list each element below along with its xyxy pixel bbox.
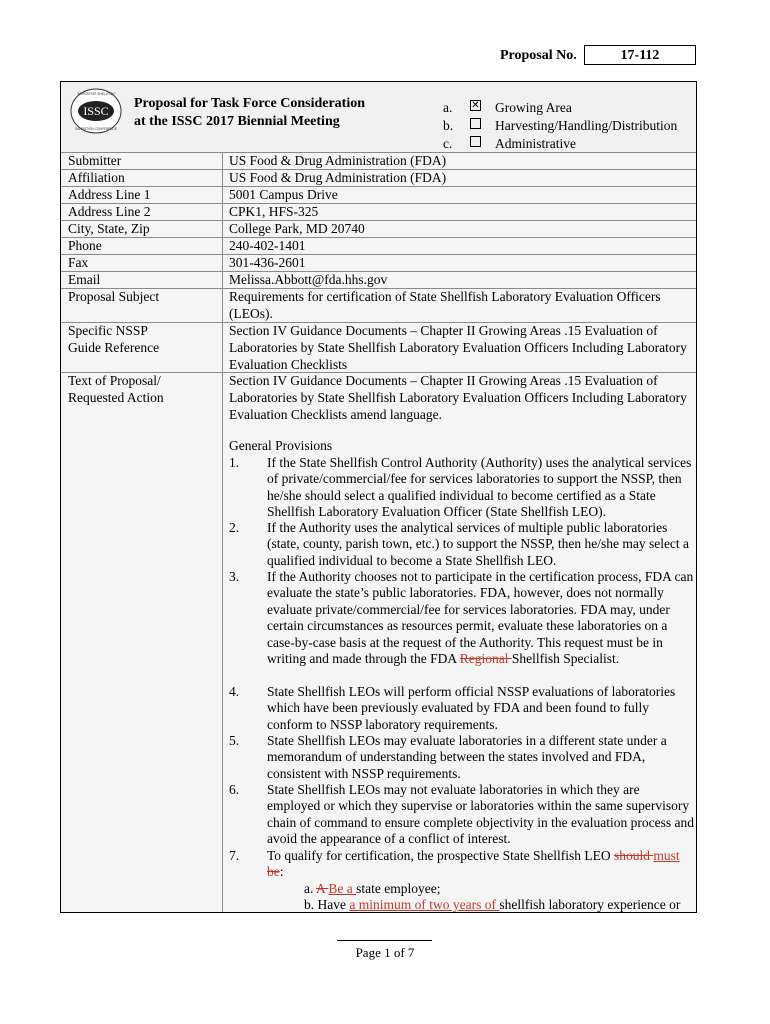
column-divider [222, 152, 223, 912]
list-item: If the State Shellfish Control Authority (Authority) uses the analytical services of private/commercial/fee for services laboratories to support the NSSP, then he/she should select a qualified individual to become certified as a State Shellfish Laboratory Evaluation Officer (State Shellfish LEO). [267, 455, 692, 520]
address2-value: CPK1, HFS-325 [229, 204, 319, 219]
email-value: Melissa.Abbott@fda.hhs.gov [229, 272, 388, 287]
general-provisions-heading: General Provisions [229, 438, 333, 453]
list-item: If the Authority chooses not to participate in the certification process, FDA can evaluate the state’s public laboratories. FDA, however, does not normally evaluate private/commercial/fee for services laboratories. FDA may, under certain circumstances as resources permit, evaluate these laboratories on a case-by-case basis at the request of the Authority. This request must be in writing and made through the FDA Regional Shellfish Specialist. [267, 569, 694, 667]
inserted-text: a minimum of two years of [349, 897, 500, 912]
text-value: Section IV Guidance Documents – Chapter II Growing Areas .15 Evaluation of Laboratories by State Shellfish Laboratory Evaluation Officers Including Laboratory Evaluation Checklists amend language. [229, 373, 687, 422]
svg-text:INTERSTATE SHELLFISH: INTERSTATE SHELLFISH [77, 92, 115, 96]
deleted-text: should [613, 848, 654, 863]
proposal-number-value: 17-112 [584, 45, 696, 65]
footer-rule [337, 940, 432, 941]
sub-item-a: a. A Be a state employee; [304, 881, 441, 896]
deleted-text: Regional [459, 651, 512, 667]
list-item-number: 3. [229, 569, 240, 584]
list-item-number: 1. [229, 455, 240, 470]
list-item: State Shellfish LEOs may evaluate laboratories in a different state under a memorandum of understanding between the states involved and FDA, consistent with NSSP requirements. [267, 733, 667, 781]
issc-logo [70, 88, 122, 134]
deleted-text: A [316, 881, 329, 896]
email-label: Email [68, 272, 101, 287]
page-number: Page 1 of 7 [355, 945, 415, 960]
affiliation-label: Affiliation [68, 170, 125, 185]
inserted-text: Be a [328, 881, 357, 896]
city-value: College Park, MD 20740 [229, 221, 365, 236]
proposal-number-label: Proposal No. [500, 48, 577, 63]
phone-label: Phone [68, 238, 102, 253]
list-item: State Shellfish LEOs will perform official NSSP evaluations of laboratories which have been previously evaluated by FDA and been found to fully conform to NSSP laboratory requirements. [267, 684, 676, 732]
deleted-text: be [267, 864, 280, 880]
list-item: If the Authority uses the analytical services of multiple public laboratories (state, county, parish town, etc.) to support the NSSP, then he/she may select a qualified individual to become a State Shellfish LEO. [267, 520, 690, 568]
sub-item-b: b. Have a minimum of two years of shellfish laboratory experience or [304, 897, 681, 912]
svg-text:SANITATION CONFERENCE: SANITATION CONFERENCE [75, 127, 117, 131]
proposal-title: Proposal for Task Force Consideration at the ISSC 2017 Biennial Meeting [134, 96, 366, 129]
submitter-value: US Food & Drug Administration (FDA) [229, 153, 447, 168]
fax-label: Fax [68, 255, 89, 270]
subject-label: Proposal Subject [68, 289, 160, 304]
list-item: To qualify for certification, the prospective State Shellfish LEO should must be: [267, 848, 680, 880]
checkbox-icon[interactable] [470, 136, 481, 147]
subject-value: Requirements for certification of State Shellfish Laboratory Evaluation Officers (LEOs). [229, 289, 661, 321]
affiliation-value: US Food & Drug Administration (FDA) [229, 170, 447, 185]
address1-value: 5001 Campus Drive [229, 187, 338, 202]
address2-label: Address Line 2 [68, 204, 151, 219]
phone-value: 240-402-1401 [229, 238, 306, 253]
reference-value: Section IV Guidance Documents – Chapter II Growing Areas .15 Evaluation of Laboratories by State Shellfish Laboratory Evaluation Officers Including Laboratory Evaluation Checklists [229, 323, 687, 372]
list-item: State Shellfish LEOs may not evaluate laboratories in which they are employed or which they supervise or laboratories within the same supervisory chain of command to ensure complete objectivity in the evaluation process and avoid the appearance of a conflict of interest. [267, 782, 694, 847]
list-item-number: 7. [229, 848, 240, 863]
list-item-number: 5. [229, 733, 240, 748]
fax-value: 301-436-2601 [229, 255, 306, 270]
svg-text:ISSC: ISSC [83, 104, 109, 118]
list-item-number: 6. [229, 782, 240, 797]
city-label: City, State, Zip [68, 221, 150, 236]
reference-label: Specific NSSP Guide Reference [68, 323, 160, 355]
checkbox-icon[interactable] [470, 118, 481, 129]
list-item-number: 4. [229, 684, 240, 699]
address1-label: Address Line 1 [68, 187, 151, 202]
inserted-text: must [653, 848, 680, 863]
submitter-label: Submitter [68, 153, 122, 168]
text-label: Text of Proposal/ Requested Action [68, 373, 164, 405]
checked-checkbox-icon[interactable]: ✕ [471, 100, 480, 111]
list-item-number: 2. [229, 520, 240, 535]
